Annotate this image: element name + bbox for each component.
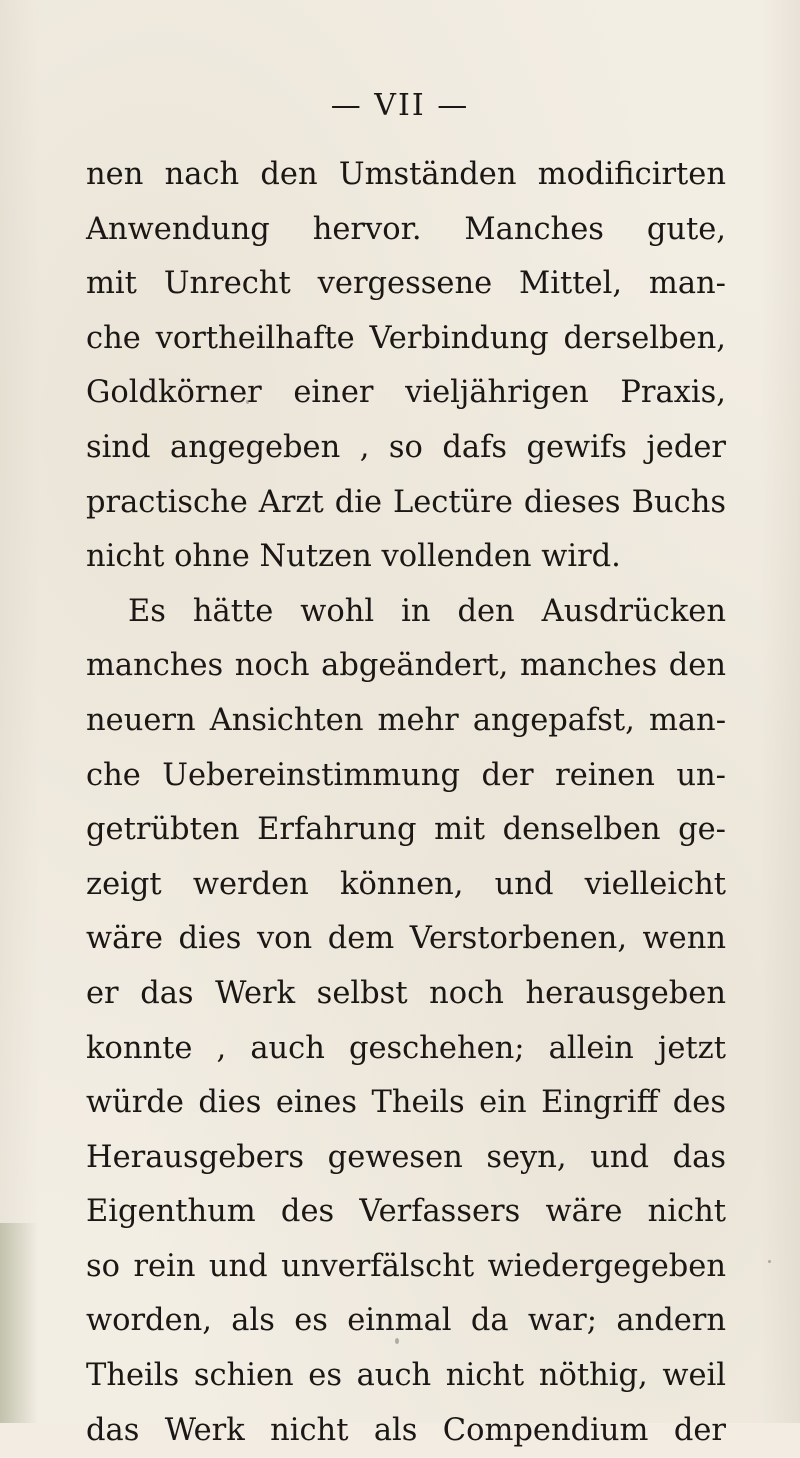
text-line: sind angegeben , so dafs gewifs jeder [86, 429, 726, 465]
body-text [86, 148, 726, 1458]
text-line: wäre dies von dem Verstorbenen, wenn [86, 921, 726, 957]
text-line: manches noch abgeändert, manches den [86, 648, 726, 684]
text-line: Theils schien es auch nicht nöthig, weil [86, 1358, 726, 1394]
text-line: neuern Ansichten mehr angepafst, man- [86, 702, 726, 738]
text-line: nicht ohne Nutzen vollenden wird. [86, 539, 621, 575]
text-line: Es hätte wohl in den Ausdrücken [128, 593, 726, 629]
paper-speck [395, 1338, 399, 1344]
text-line: konnte , auch geschehen; allein jetzt [86, 1030, 726, 1066]
text-line: che vortheilhafte Verbindung derselben, [86, 320, 726, 356]
text-line: Eigenthum des Verfassers wäre nicht [86, 1194, 726, 1230]
text-line: getrübten Erfahrung mit denselben ge- [86, 812, 726, 848]
text-line: che Uebereinstimmung der reinen un- [86, 757, 726, 793]
text-line: Goldkörner einer vieljährigen Praxis, [86, 375, 726, 411]
text-line: er das Werk selbst noch herausgeben [86, 975, 726, 1011]
text-line: mit Unrecht vergessene Mittel, man- [86, 266, 726, 302]
text-line: Anwendung hervor. Manches gute, [86, 211, 726, 247]
text-line: würde dies eines Theils ein Eingriff des [86, 1085, 726, 1121]
page-edge-shadow [0, 1223, 38, 1423]
text-line: zeigt werden können, und vielleicht [86, 866, 726, 902]
text-line: das Werk nicht als Compendium der [86, 1412, 726, 1448]
text-line: so rein und unverfälscht wiedergegeben [86, 1248, 726, 1284]
text-line: practische Arzt die Lectüre dieses Buchs [86, 484, 726, 520]
page-number-header: — VII — [330, 88, 470, 123]
text-line: nen nach den Umständen modificirten [86, 157, 726, 192]
text-line: Herausgebers gewesen seyn, und das [86, 1139, 726, 1175]
paper-speck [768, 1260, 771, 1263]
paper-speck [246, 400, 249, 404]
text-line: worden, als es einmal da war; andern [86, 1303, 726, 1339]
